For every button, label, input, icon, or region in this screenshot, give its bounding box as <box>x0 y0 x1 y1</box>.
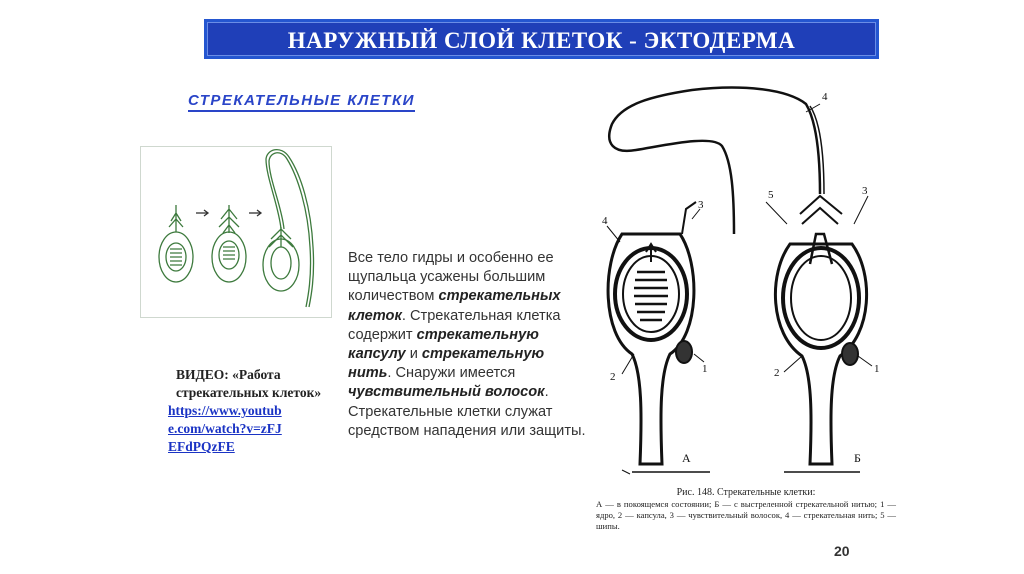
term-stinging-capsule: стрекательную капсулу <box>348 326 539 363</box>
cell-a-label: А <box>682 451 691 465</box>
label-1: 1 <box>702 363 708 375</box>
title-banner <box>204 19 879 59</box>
cnidocyte-anatomy-figure <box>592 84 902 530</box>
video-url-line: https://www.youtub <box>168 403 282 418</box>
label-2: 2 <box>610 371 616 383</box>
video-url-line: e.com/watch?v=zFJ <box>168 421 282 436</box>
video-url-line: EFdPQzFE <box>168 439 235 454</box>
label-4b: 4 <box>822 91 828 103</box>
label-4: 4 <box>602 215 608 227</box>
video-label: ВИДЕО: «Работа стрекательных клеток» <box>176 367 322 400</box>
label-1b: 1 <box>874 363 880 375</box>
text-run: Все тело гидры и особенно ее щупальца усажены большим количеством <box>348 250 554 305</box>
text-run: . Стрекательная клетка содержит <box>348 307 561 343</box>
small-cnidocyte-diagram <box>140 146 332 318</box>
term-stinging-thread: стрекательную нить <box>348 346 545 382</box>
label-3: 3 <box>698 199 704 211</box>
caption-text: А — в покоящемся состоянии; Б — с выстреленной стрекательной нитью; 1 — ядро, 2 — капсула, 3 — чувствительный волосок, 4 — стрекательная нить; 5 — шипы. <box>596 499 896 531</box>
label-2b: 2 <box>774 367 780 379</box>
cell-b-label: Б <box>854 451 861 465</box>
page-number: 20 <box>834 543 850 559</box>
term-stinging-cells: стрекательных клеток <box>348 288 561 324</box>
cnidocyte-sequence-drawing <box>141 147 331 317</box>
video-link[interactable] <box>168 403 282 454</box>
slide-subtitle: СТРЕКАТЕЛЬНЫЕ КЛЕТКИ <box>188 92 415 112</box>
term-sensitive-hair: чувствительный волосок <box>348 384 545 401</box>
figure-caption <box>596 487 896 532</box>
slide-title: НАРУЖНЫЙ СЛОЙ КЛЕТОК - ЭКТОДЕРМА <box>287 28 796 53</box>
description-text <box>348 249 588 500</box>
text-run: . Стрекательные клетки служат средством нападения или защиты. <box>348 384 586 439</box>
label-5: 5 <box>768 189 774 201</box>
description-paragraph <box>348 249 588 441</box>
label-3b: 3 <box>862 185 868 197</box>
video-reference <box>168 366 328 456</box>
cnidocyte-anatomy-drawing <box>592 84 902 530</box>
caption-title: Рис. 148. Стрекательные клетки: <box>676 487 816 498</box>
text-run: и <box>405 346 422 363</box>
text-run: . Снаружи имеется <box>387 365 516 382</box>
